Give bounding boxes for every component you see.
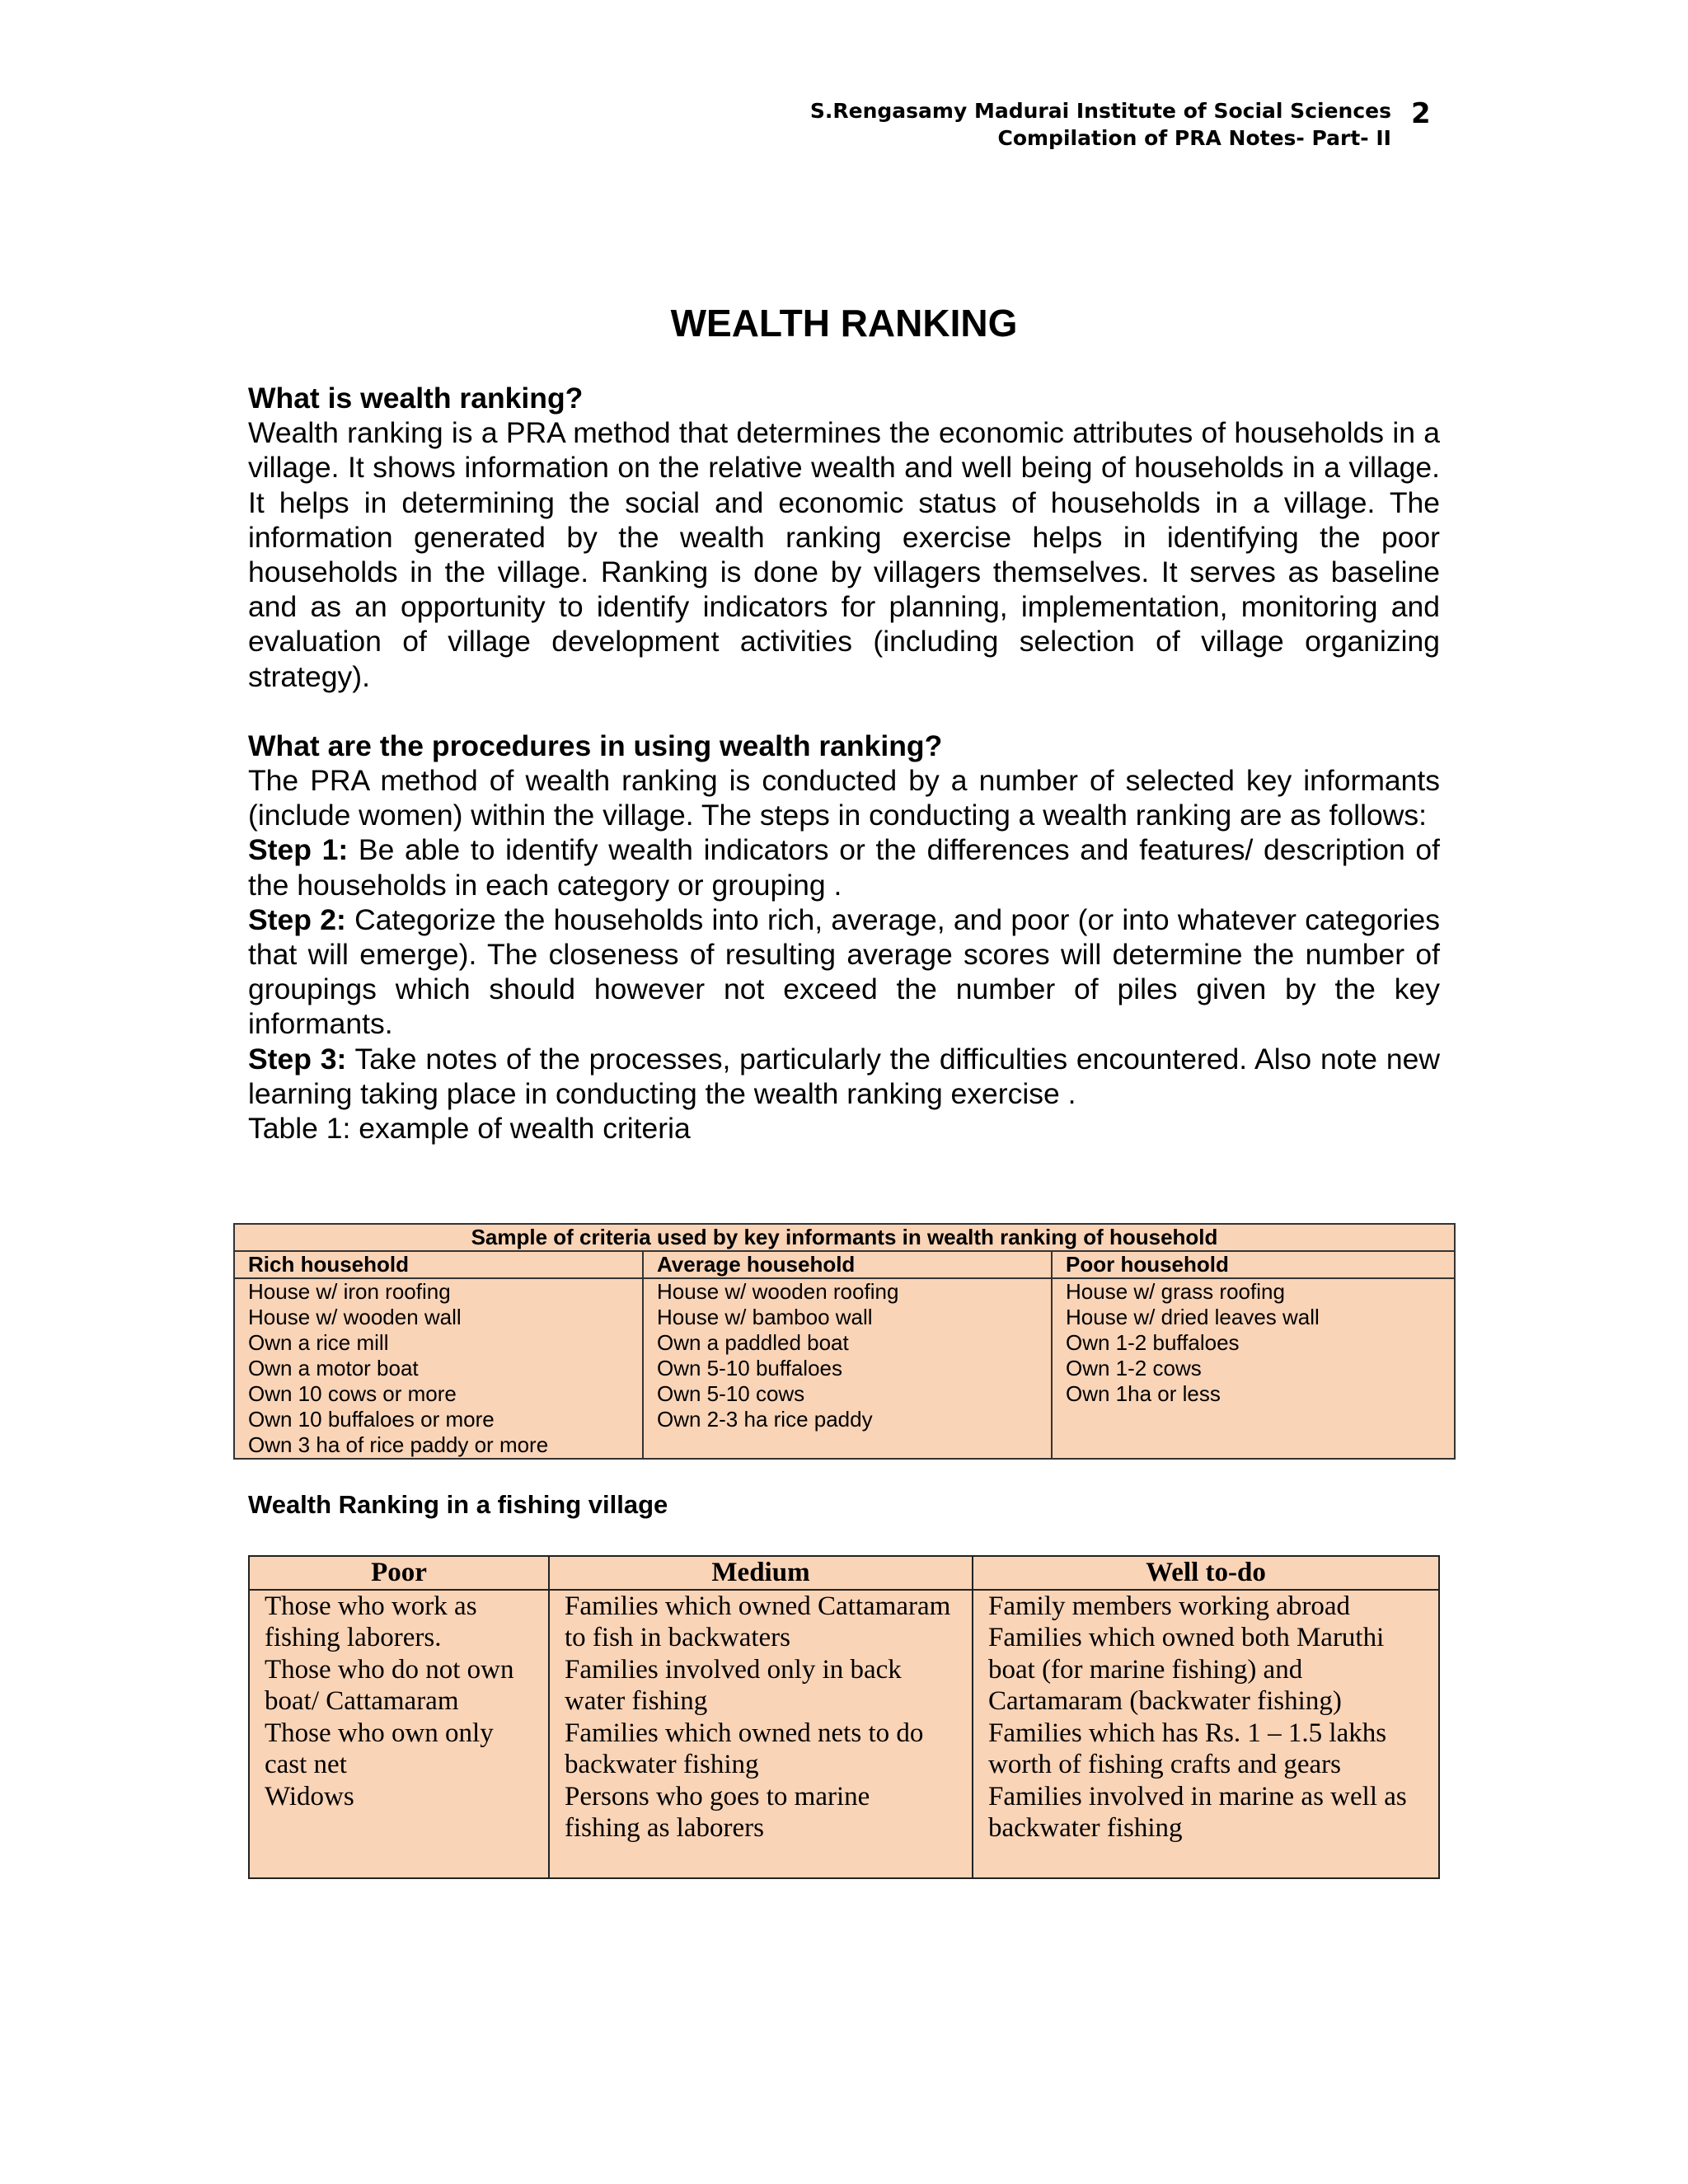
table-caption-row: Sample of criteria used by key informants in wealth ranking of household <box>234 1224 1455 1251</box>
list-item: Own a rice mill <box>248 1330 389 1355</box>
table-caption: Table 1: example of wealth criteria <box>248 1112 691 1146</box>
list-item: Own a motor boat <box>248 1356 419 1380</box>
list-item: Cartamaram (backwater fishing) <box>988 1686 1342 1716</box>
wealth-criteria-table <box>233 1223 1456 1460</box>
column-header-poor: Poor household <box>1052 1251 1455 1278</box>
step-paragraph <box>248 902 1440 1042</box>
step-label: Step 2: <box>248 902 346 936</box>
header-institute: S.Rengasamy Madurai Institute of Social Sciences <box>809 99 1391 123</box>
list-item: House w/ wooden wall <box>248 1305 462 1329</box>
column-header-well-to-do: Well to-do <box>973 1556 1439 1590</box>
table-cell <box>249 1590 549 1878</box>
list-item: Families which owned nets to do <box>565 1718 924 1748</box>
list-item: House w/ bamboo wall <box>657 1305 873 1329</box>
list-item: Own 1ha or less <box>1066 1381 1221 1406</box>
section-paragraph-procedures: The PRA method of wealth ranking is conducted by a number of selected key informants (include women) within the village. The steps in conducting a wealth ranking are as follows: <box>248 764 1440 832</box>
list-item: Own 1-2 buffaloes <box>1066 1330 1240 1355</box>
step-text: Categorize the households into rich, average, and poor (or into whatever categories that will emerge). The closeness of resulting average scores will determine the number of groupings which should however not exceed the number of piles given by the key informants. <box>248 902 1440 1041</box>
list-item: Own 1-2 cows <box>1066 1356 1202 1380</box>
column-header-poor: Poor <box>249 1556 549 1590</box>
list-item: worth of fishing crafts and gears <box>988 1750 1341 1779</box>
section-paragraph-what: Wealth ranking is a PRA method that determines the economic attributes of households in a village. It shows information on the relative wealth and well being of households in a village. It helps in determining the social and economic status of households in a village. The information generated by the wealth ranking exercise helps in identifying the poor households in the village. Ranking is done by villagers themselves. It serves as baseline and as an opportunity to identify indicators for planning, implementation, monitoring and evaluation of village development activities (including selection of village organizing strategy). <box>248 416 1440 693</box>
list-item: Own 3 ha of rice paddy or more <box>248 1432 549 1457</box>
list-item: water fishing <box>565 1686 708 1716</box>
list-item: Those who work as <box>265 1591 477 1621</box>
page-title: WEALTH RANKING <box>670 302 1018 344</box>
list-item: Families which has Rs. 1 – 1.5 lakhs <box>988 1718 1387 1748</box>
fishing-village-table <box>248 1555 1440 1879</box>
step-label: Step 3: <box>248 1042 347 1076</box>
step-paragraph <box>248 832 1440 902</box>
table-cell <box>234 1278 643 1459</box>
column-header-average: Average household <box>643 1251 1052 1278</box>
list-item: House w/ dried leaves wall <box>1066 1305 1320 1329</box>
list-item: backwater fishing <box>565 1750 759 1779</box>
column-header-rich: Rich household <box>234 1251 643 1278</box>
table-cell <box>643 1278 1052 1459</box>
list-item: Those who do not own <box>265 1654 514 1685</box>
list-item: Own 2-3 ha rice paddy <box>657 1407 873 1432</box>
page-number: 2 <box>1411 97 1431 130</box>
list-item: Families involved only in back <box>565 1654 902 1685</box>
header-subtitle: Compilation of PRA Notes- Part- II <box>997 126 1391 150</box>
list-item: to fish in backwaters <box>565 1623 791 1652</box>
list-item: Families which owned both Maruthi <box>988 1623 1385 1652</box>
fishing-table-title: Wealth Ranking in a fishing village <box>248 1490 668 1519</box>
table-cell <box>549 1590 973 1878</box>
section-heading-procedures: What are the procedures in using wealth ranking? <box>248 729 943 762</box>
step-paragraph <box>248 1042 1440 1111</box>
body-text <box>248 381 1440 1146</box>
list-item: Own a paddled boat <box>657 1330 849 1355</box>
table-cell <box>1052 1278 1455 1459</box>
list-item: House w/ wooden roofing <box>657 1279 899 1304</box>
running-header <box>810 97 1391 152</box>
list-item: fishing laborers. <box>265 1623 442 1652</box>
list-item: House w/ iron roofing <box>248 1279 451 1304</box>
list-item: Family members working abroad <box>988 1591 1350 1621</box>
list-item: fishing as laborers <box>565 1813 764 1843</box>
table-cell <box>973 1590 1439 1878</box>
list-item: Families which owned Cattamaram <box>565 1591 951 1621</box>
list-item: Own 5-10 cows <box>657 1381 805 1406</box>
step-text: Be able to identify wealth indicators or the differences and features/ description of the households in each category or grouping . <box>248 833 1441 902</box>
list-item: Persons who goes to marine <box>565 1781 870 1811</box>
list-item: boat/ Cattamaram <box>265 1686 459 1716</box>
list-item: backwater fishing <box>988 1813 1183 1843</box>
list-item: boat (for marine fishing) and <box>988 1654 1303 1685</box>
step-text: Take notes of the processes, particularly the difficulties encountered. Also note new learning taking place in conducting the wealth ranking exercise . <box>248 1042 1440 1110</box>
list-item: Own 10 buffaloes or more <box>248 1407 495 1432</box>
list-item: cast net <box>265 1750 347 1779</box>
list-item: Own 10 cows or more <box>248 1381 457 1406</box>
list-item: House w/ grass roofing <box>1066 1279 1285 1304</box>
list-item: Those who own only <box>265 1718 494 1748</box>
step-label: Step 1: <box>248 833 349 867</box>
list-item: Own 5-10 buffaloes <box>657 1356 842 1380</box>
list-item: Families involved in marine as well as <box>988 1781 1407 1811</box>
column-header-medium: Medium <box>549 1556 973 1590</box>
list-item: Widows <box>265 1781 354 1811</box>
section-heading-what: What is wealth ranking? <box>248 382 584 415</box>
